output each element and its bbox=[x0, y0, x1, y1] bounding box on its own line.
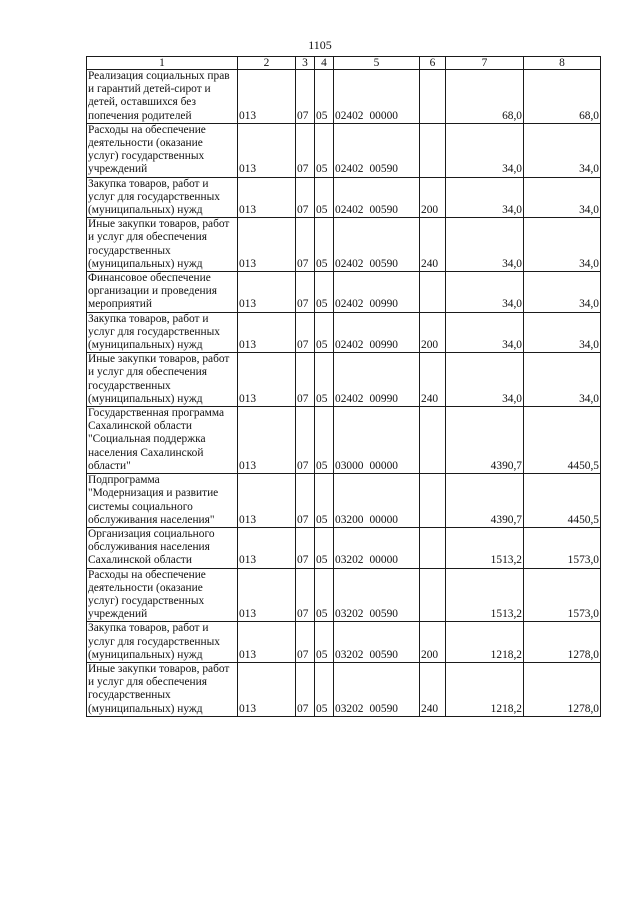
cell-value-8: 34,0 bbox=[524, 123, 601, 177]
csr-program: 02402 bbox=[335, 109, 364, 122]
cell-rz: 07 bbox=[296, 353, 315, 407]
cell-vr bbox=[420, 474, 446, 528]
cell-rz: 07 bbox=[296, 474, 315, 528]
row-name: Реализация социальных прав и гарантий детей-сирот и детей, оставшихся без попечения родителей bbox=[87, 70, 238, 124]
cell-grbs: 013 bbox=[238, 407, 296, 474]
csr-direction: 00590 bbox=[369, 257, 398, 270]
cell-value-7: 1218,2 bbox=[446, 622, 524, 663]
cell-rz: 07 bbox=[296, 568, 315, 622]
csr-direction: 00000 bbox=[369, 554, 398, 567]
header-cell: 2 bbox=[238, 57, 296, 70]
header-cell: 3 bbox=[296, 57, 315, 70]
csr-program: 02402 bbox=[335, 392, 364, 405]
row-name: Закупка товаров, работ и услуг для государственных (муниципальных) нужд bbox=[87, 177, 238, 218]
cell-value-7: 4390,7 bbox=[446, 474, 524, 528]
table-row bbox=[87, 70, 601, 124]
cell-vr: 200 bbox=[420, 312, 446, 353]
csr-program: 03000 bbox=[335, 459, 364, 472]
csr-direction: 00000 bbox=[369, 513, 398, 526]
cell-value-8: 4450,5 bbox=[524, 407, 601, 474]
cell-csr bbox=[334, 407, 420, 474]
cell-rz: 07 bbox=[296, 622, 315, 663]
cell-csr bbox=[334, 272, 420, 313]
table-row bbox=[87, 407, 601, 474]
cell-csr bbox=[334, 353, 420, 407]
cell-vr bbox=[420, 272, 446, 313]
table-row bbox=[87, 177, 601, 218]
table-row bbox=[87, 353, 601, 407]
cell-grbs: 013 bbox=[238, 218, 296, 272]
csr-direction: 00990 bbox=[369, 298, 398, 311]
cell-vr bbox=[420, 568, 446, 622]
cell-vr: 240 bbox=[420, 353, 446, 407]
row-name: Расходы на обеспечение деятельности (оказание услуг) государственных учреждений bbox=[87, 123, 238, 177]
csr-direction: 00990 bbox=[369, 339, 398, 352]
cell-rz: 07 bbox=[296, 662, 315, 716]
csr-program: 02402 bbox=[335, 298, 364, 311]
cell-csr bbox=[334, 123, 420, 177]
cell-pr: 05 bbox=[315, 70, 334, 124]
cell-rz: 07 bbox=[296, 177, 315, 218]
cell-pr: 05 bbox=[315, 622, 334, 663]
cell-rz: 07 bbox=[296, 527, 315, 568]
table-row bbox=[87, 568, 601, 622]
cell-grbs: 013 bbox=[238, 177, 296, 218]
cell-csr bbox=[334, 218, 420, 272]
cell-csr bbox=[334, 312, 420, 353]
cell-value-8: 68,0 bbox=[524, 70, 601, 124]
cell-value-8: 1278,0 bbox=[524, 622, 601, 663]
cell-csr bbox=[334, 568, 420, 622]
header-cell: 1 bbox=[87, 57, 238, 70]
cell-value-7: 34,0 bbox=[446, 123, 524, 177]
cell-grbs: 013 bbox=[238, 272, 296, 313]
cell-value-8: 34,0 bbox=[524, 353, 601, 407]
csr-program: 02402 bbox=[335, 257, 364, 270]
csr-program: 03202 bbox=[335, 554, 364, 567]
table-row bbox=[87, 474, 601, 528]
csr-program: 02402 bbox=[335, 204, 364, 217]
row-name: Государственная программа Сахалинской области "Социальная поддержка населения Сахалинской области" bbox=[87, 407, 238, 474]
cell-csr bbox=[334, 177, 420, 218]
cell-vr bbox=[420, 527, 446, 568]
cell-vr: 240 bbox=[420, 662, 446, 716]
cell-rz: 07 bbox=[296, 123, 315, 177]
budget-table bbox=[86, 56, 601, 717]
cell-grbs: 013 bbox=[238, 662, 296, 716]
cell-value-7: 68,0 bbox=[446, 70, 524, 124]
header-cell: 6 bbox=[420, 57, 446, 70]
header-cell: 7 bbox=[446, 57, 524, 70]
csr-direction: 00590 bbox=[369, 163, 398, 176]
page-number: 1105 bbox=[308, 38, 332, 52]
cell-pr: 05 bbox=[315, 123, 334, 177]
cell-value-7: 1513,2 bbox=[446, 527, 524, 568]
header-cell: 4 bbox=[315, 57, 334, 70]
cell-pr: 05 bbox=[315, 272, 334, 313]
cell-vr: 240 bbox=[420, 218, 446, 272]
csr-program: 02402 bbox=[335, 339, 364, 352]
table-row bbox=[87, 527, 601, 568]
cell-rz: 07 bbox=[296, 70, 315, 124]
table-row bbox=[87, 662, 601, 716]
csr-program: 03202 bbox=[335, 648, 364, 661]
cell-rz: 07 bbox=[296, 312, 315, 353]
csr-program: 03202 bbox=[335, 608, 364, 621]
table-row bbox=[87, 312, 601, 353]
csr-direction: 00590 bbox=[369, 648, 398, 661]
cell-value-7: 34,0 bbox=[446, 177, 524, 218]
cell-pr: 05 bbox=[315, 568, 334, 622]
cell-csr bbox=[334, 70, 420, 124]
csr-direction: 00000 bbox=[369, 459, 398, 472]
cell-value-7: 34,0 bbox=[446, 353, 524, 407]
cell-pr: 05 bbox=[315, 353, 334, 407]
cell-value-8: 34,0 bbox=[524, 177, 601, 218]
cell-value-7: 34,0 bbox=[446, 312, 524, 353]
cell-value-7: 1513,2 bbox=[446, 568, 524, 622]
cell-value-7: 34,0 bbox=[446, 218, 524, 272]
cell-value-8: 1573,0 bbox=[524, 527, 601, 568]
cell-vr bbox=[420, 70, 446, 124]
cell-value-7: 4390,7 bbox=[446, 407, 524, 474]
csr-direction: 00590 bbox=[369, 702, 398, 715]
table-row bbox=[87, 218, 601, 272]
cell-pr: 05 bbox=[315, 177, 334, 218]
cell-csr bbox=[334, 527, 420, 568]
row-name: Расходы на обеспечение деятельности (оказание услуг) государственных учреждений bbox=[87, 568, 238, 622]
cell-vr: 200 bbox=[420, 177, 446, 218]
cell-grbs: 013 bbox=[238, 568, 296, 622]
row-name: Организация социального обслуживания населения Сахалинской области bbox=[87, 527, 238, 568]
csr-program: 02402 bbox=[335, 163, 364, 176]
cell-grbs: 013 bbox=[238, 622, 296, 663]
cell-value-7: 34,0 bbox=[446, 272, 524, 313]
csr-direction: 00590 bbox=[369, 204, 398, 217]
csr-program: 03200 bbox=[335, 513, 364, 526]
cell-rz: 07 bbox=[296, 272, 315, 313]
row-name: Иные закупки товаров, работ и услуг для обеспечения государственных (муниципальных) нужд bbox=[87, 218, 238, 272]
cell-pr: 05 bbox=[315, 407, 334, 474]
header-row bbox=[87, 57, 601, 70]
cell-vr bbox=[420, 407, 446, 474]
cell-rz: 07 bbox=[296, 218, 315, 272]
cell-pr: 05 bbox=[315, 312, 334, 353]
row-name: Иные закупки товаров, работ и услуг для обеспечения государственных (муниципальных) нужд bbox=[87, 353, 238, 407]
cell-rz: 07 bbox=[296, 407, 315, 474]
table-row bbox=[87, 622, 601, 663]
cell-pr: 05 bbox=[315, 474, 334, 528]
row-name: Финансовое обеспечение организации и проведения мероприятий bbox=[87, 272, 238, 313]
csr-direction: 00000 bbox=[369, 109, 398, 122]
row-name: Иные закупки товаров, работ и услуг для обеспечения государственных (муниципальных) нужд bbox=[87, 662, 238, 716]
cell-value-8: 1278,0 bbox=[524, 662, 601, 716]
cell-grbs: 013 bbox=[238, 123, 296, 177]
cell-value-8: 34,0 bbox=[524, 272, 601, 313]
table-row bbox=[87, 272, 601, 313]
cell-value-8: 34,0 bbox=[524, 312, 601, 353]
csr-program: 03202 bbox=[335, 702, 364, 715]
cell-vr bbox=[420, 123, 446, 177]
cell-csr bbox=[334, 622, 420, 663]
csr-direction: 00590 bbox=[369, 608, 398, 621]
row-name: Закупка товаров, работ и услуг для государственных (муниципальных) нужд bbox=[87, 622, 238, 663]
cell-value-7: 1218,2 bbox=[446, 662, 524, 716]
table-row bbox=[87, 123, 601, 177]
cell-csr bbox=[334, 474, 420, 528]
cell-pr: 05 bbox=[315, 218, 334, 272]
cell-value-8: 34,0 bbox=[524, 218, 601, 272]
row-name: Подпрограмма "Модернизация и развитие системы социального обслуживания населения" bbox=[87, 474, 238, 528]
cell-pr: 05 bbox=[315, 527, 334, 568]
cell-grbs: 013 bbox=[238, 353, 296, 407]
csr-direction: 00990 bbox=[369, 392, 398, 405]
cell-csr bbox=[334, 662, 420, 716]
cell-grbs: 013 bbox=[238, 70, 296, 124]
cell-grbs: 013 bbox=[238, 527, 296, 568]
cell-value-8: 4450,5 bbox=[524, 474, 601, 528]
cell-value-8: 1573,0 bbox=[524, 568, 601, 622]
cell-grbs: 013 bbox=[238, 474, 296, 528]
cell-grbs: 013 bbox=[238, 312, 296, 353]
cell-vr: 200 bbox=[420, 622, 446, 663]
header-cell: 5 bbox=[334, 57, 420, 70]
header-cell: 8 bbox=[524, 57, 601, 70]
cell-pr: 05 bbox=[315, 662, 334, 716]
row-name: Закупка товаров, работ и услуг для государственных (муниципальных) нужд bbox=[87, 312, 238, 353]
